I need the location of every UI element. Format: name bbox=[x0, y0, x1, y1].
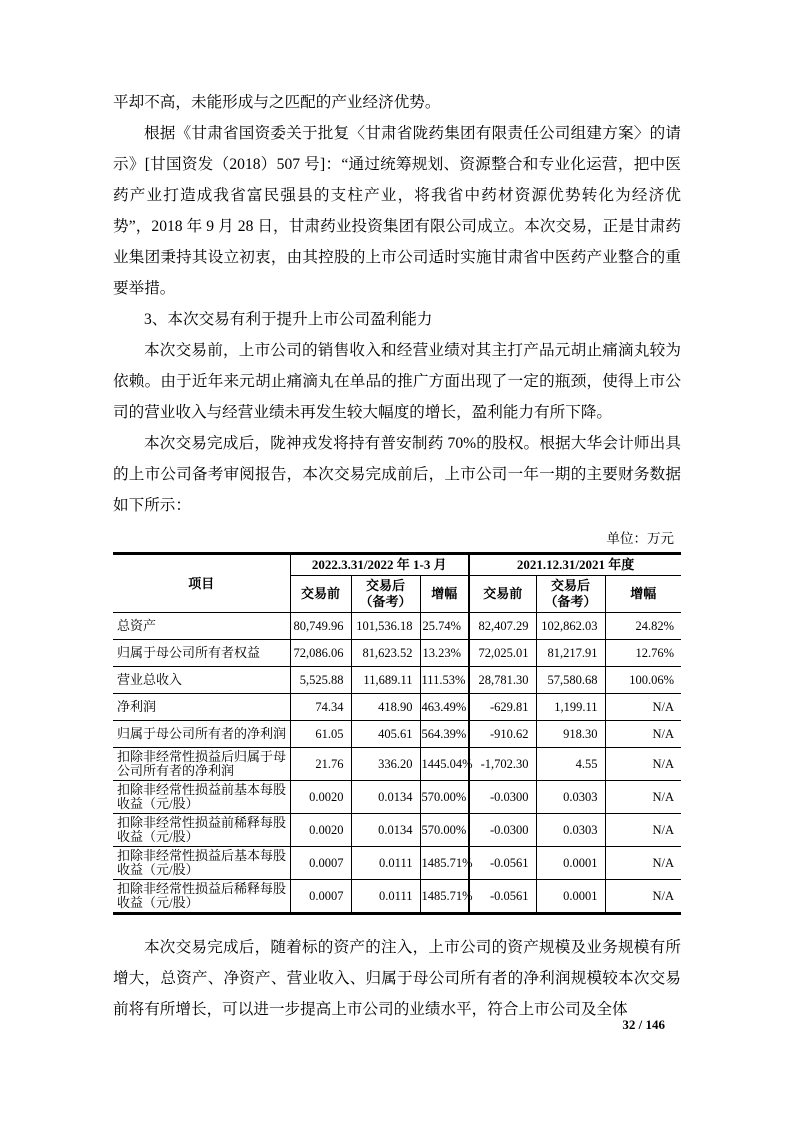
value-cell: 101,536.18 bbox=[351, 613, 420, 640]
value-cell: -629.81 bbox=[469, 694, 536, 721]
value-cell: 463.49% bbox=[420, 694, 469, 721]
value-cell: N/A bbox=[605, 847, 681, 880]
post-transaction-header-line2: （备考） bbox=[544, 594, 597, 609]
value-cell: -910.62 bbox=[469, 721, 536, 748]
value-cell: N/A bbox=[605, 721, 681, 748]
value-cell: 0.0001 bbox=[536, 847, 605, 880]
table-row-total-revenue bbox=[113, 667, 681, 694]
paragraph-after-table: 本次交易完成后，随着标的资产的注入，上市公司的资产规模及业务规模有所增大，总资产、净资产、营业收入、归属于母公司所有者的净利润规模较本次交易前将有所增长，可以进一步提高上市公司的业绩水平，符合上市公司及全体 bbox=[113, 939, 681, 1018]
change-header-2021: 增幅 bbox=[605, 576, 681, 613]
table-row-diluted-eps-before-nonrecurring bbox=[113, 814, 681, 847]
value-cell: N/A bbox=[605, 748, 681, 781]
value-cell: 0.0007 bbox=[290, 880, 351, 914]
table-row-basic-eps-after-nonrecurring bbox=[113, 847, 681, 880]
page-content bbox=[113, 87, 681, 1025]
post-transaction-header-2021 bbox=[536, 576, 605, 613]
period-header-2022: 2022.3.31/2022 年 1-3 月 bbox=[290, 554, 469, 576]
value-cell: 81,217.91 bbox=[536, 640, 605, 667]
value-cell: 4.55 bbox=[536, 748, 605, 781]
pro-forma-financials-table bbox=[113, 552, 681, 915]
value-cell: 1445.04% bbox=[420, 748, 469, 781]
paragraph-policy-basis: 根据《甘肃省国资委关于批复〈甘肃省陇药集团有限责任公司组建方案〉的请示》[甘国资发（2018）507 号]：“通过统筹规划、资源整合和专业化运营，把中医药产业打造成我省富民强县的支柱产业，将我省中药材资源优势转化为经济优势”，2018 年 9 月 28 日，甘肃药业投资集团有限公司成立。本次交易，正是甘肃药业集团秉持其设立初衷，由其控股的上市公司适时实施甘肃省中医药产业整合的重要举措。 bbox=[113, 125, 681, 297]
value-cell: 12.76% bbox=[605, 640, 681, 667]
row-label-cell: 营业总收入 bbox=[113, 667, 290, 694]
table-row-parent-equity bbox=[113, 640, 681, 667]
value-cell: 5,525.88 bbox=[290, 667, 351, 694]
value-cell: -0.0561 bbox=[469, 880, 536, 914]
value-cell: 0.0111 bbox=[351, 847, 420, 880]
value-cell: 0.0111 bbox=[351, 880, 420, 914]
value-cell: 25.74% bbox=[420, 613, 469, 640]
value-cell: 405.61 bbox=[351, 721, 420, 748]
value-cell: 1485.71% bbox=[420, 880, 469, 914]
pre-transaction-header-2022: 交易前 bbox=[290, 576, 351, 613]
value-cell: 102,862.03 bbox=[536, 613, 605, 640]
row-label-cell: 归属于母公司所有者权益 bbox=[113, 640, 290, 667]
value-cell: 57,580.68 bbox=[536, 667, 605, 694]
value-cell: 570.00% bbox=[420, 814, 469, 847]
page-number: 32 / 146 bbox=[622, 1017, 665, 1032]
value-cell: 0.0134 bbox=[351, 781, 420, 814]
value-cell: 0.0303 bbox=[536, 814, 605, 847]
row-label-cell: 总资产 bbox=[113, 613, 290, 640]
post-transaction-header-line1: 交易后 bbox=[365, 578, 405, 593]
value-cell: 0.0303 bbox=[536, 781, 605, 814]
value-cell: 28,781.30 bbox=[469, 667, 536, 694]
value-cell: N/A bbox=[605, 781, 681, 814]
value-cell: -0.0300 bbox=[469, 781, 536, 814]
value-cell: N/A bbox=[605, 814, 681, 847]
value-cell: 0.0134 bbox=[351, 814, 420, 847]
paragraph-pre-transaction: 本次交易前，上市公司的销售收入和经营业绩对其主打产品元胡止痛滴丸较为依赖。由于近年来元胡止痛滴丸在单品的推广方面出现了一定的瓶颈，使得上市公司的营业收入与经营业绩未再发生较大幅度的增长，盈利能力有所下降。 bbox=[113, 342, 681, 421]
section-heading-3: 3、本次交易有利于提升上市公司盈利能力 bbox=[144, 311, 433, 328]
row-label-cell: 扣除非经常性损益前稀释每股收益（元/股） bbox=[113, 814, 290, 847]
change-header-2022: 增幅 bbox=[420, 576, 469, 613]
paragraph-continuation: 平却不高，未能形成与之匹配的产业经济优势。 bbox=[113, 94, 441, 111]
period-header-2021: 2021.12.31/2021 年度 bbox=[469, 554, 681, 576]
value-cell: 100.06% bbox=[605, 667, 681, 694]
post-transaction-header-2022 bbox=[351, 576, 420, 613]
value-cell: 0.0020 bbox=[290, 814, 351, 847]
table-row-parent-net-profit bbox=[113, 721, 681, 748]
value-cell: 0.0007 bbox=[290, 847, 351, 880]
value-cell: 1,199.11 bbox=[536, 694, 605, 721]
pre-transaction-header-2021: 交易前 bbox=[469, 576, 536, 613]
value-cell: 72,025.01 bbox=[469, 640, 536, 667]
row-label-cell: 扣除非经常性损益后稀释每股收益（元/股） bbox=[113, 880, 290, 914]
table-row-total-assets bbox=[113, 613, 681, 640]
table-row-net-profit bbox=[113, 694, 681, 721]
value-cell: N/A bbox=[605, 694, 681, 721]
table-row-basic-eps-before-nonrecurring bbox=[113, 781, 681, 814]
value-cell: N/A bbox=[605, 880, 681, 914]
row-label-cell: 扣除非经常性损益前基本每股收益（元/股） bbox=[113, 781, 290, 814]
value-cell: 918.30 bbox=[536, 721, 605, 748]
value-cell: 82,407.29 bbox=[469, 613, 536, 640]
value-cell: 1485.71% bbox=[420, 847, 469, 880]
table-header-row-periods bbox=[113, 554, 681, 576]
value-cell: 570.00% bbox=[420, 781, 469, 814]
post-transaction-header-line1: 交易后 bbox=[551, 578, 591, 593]
paragraph-proforma-intro: 本次交易完成后，陇神戎发将持有普安制药 70%的股权。根据大华会计师出具的上市公司备考审阅报告，本次交易完成前后，上市公司一年一期的主要财务数据如下所示： bbox=[113, 435, 681, 514]
value-cell: 111.53% bbox=[420, 667, 469, 694]
value-cell: 13.23% bbox=[420, 640, 469, 667]
row-label-cell: 归属于母公司所有者的净利润 bbox=[113, 721, 290, 748]
value-cell: 0.0001 bbox=[536, 880, 605, 914]
value-cell: 74.34 bbox=[290, 694, 351, 721]
value-cell: -0.0561 bbox=[469, 847, 536, 880]
table-row-parent-net-profit-excl-nonrecurring bbox=[113, 748, 681, 781]
item-header-cell: 项目 bbox=[113, 554, 290, 613]
value-cell: 418.90 bbox=[351, 694, 420, 721]
value-cell: 24.82% bbox=[605, 613, 681, 640]
value-cell: 336.20 bbox=[351, 748, 420, 781]
value-cell: 21.76 bbox=[290, 748, 351, 781]
value-cell: 0.0020 bbox=[290, 781, 351, 814]
row-label-cell: 扣除非经常性损益后归属于母公司所有者的净利润 bbox=[113, 748, 290, 781]
table-row-diluted-eps-after-nonrecurring bbox=[113, 880, 681, 914]
value-cell: 80,749.96 bbox=[290, 613, 351, 640]
value-cell: -0.0300 bbox=[469, 814, 536, 847]
value-cell: 61.05 bbox=[290, 721, 351, 748]
row-label-cell: 扣除非经常性损益后基本每股收益（元/股） bbox=[113, 847, 290, 880]
value-cell: 564.39% bbox=[420, 721, 469, 748]
row-label-cell: 净利润 bbox=[113, 694, 290, 721]
value-cell: 81,623.52 bbox=[351, 640, 420, 667]
value-cell: -1,702.30 bbox=[469, 748, 536, 781]
post-transaction-header-line2: （备考） bbox=[359, 594, 412, 609]
unit-label: 单位：万元 bbox=[606, 531, 674, 546]
value-cell: 11,689.11 bbox=[351, 667, 420, 694]
value-cell: 72,086.06 bbox=[290, 640, 351, 667]
